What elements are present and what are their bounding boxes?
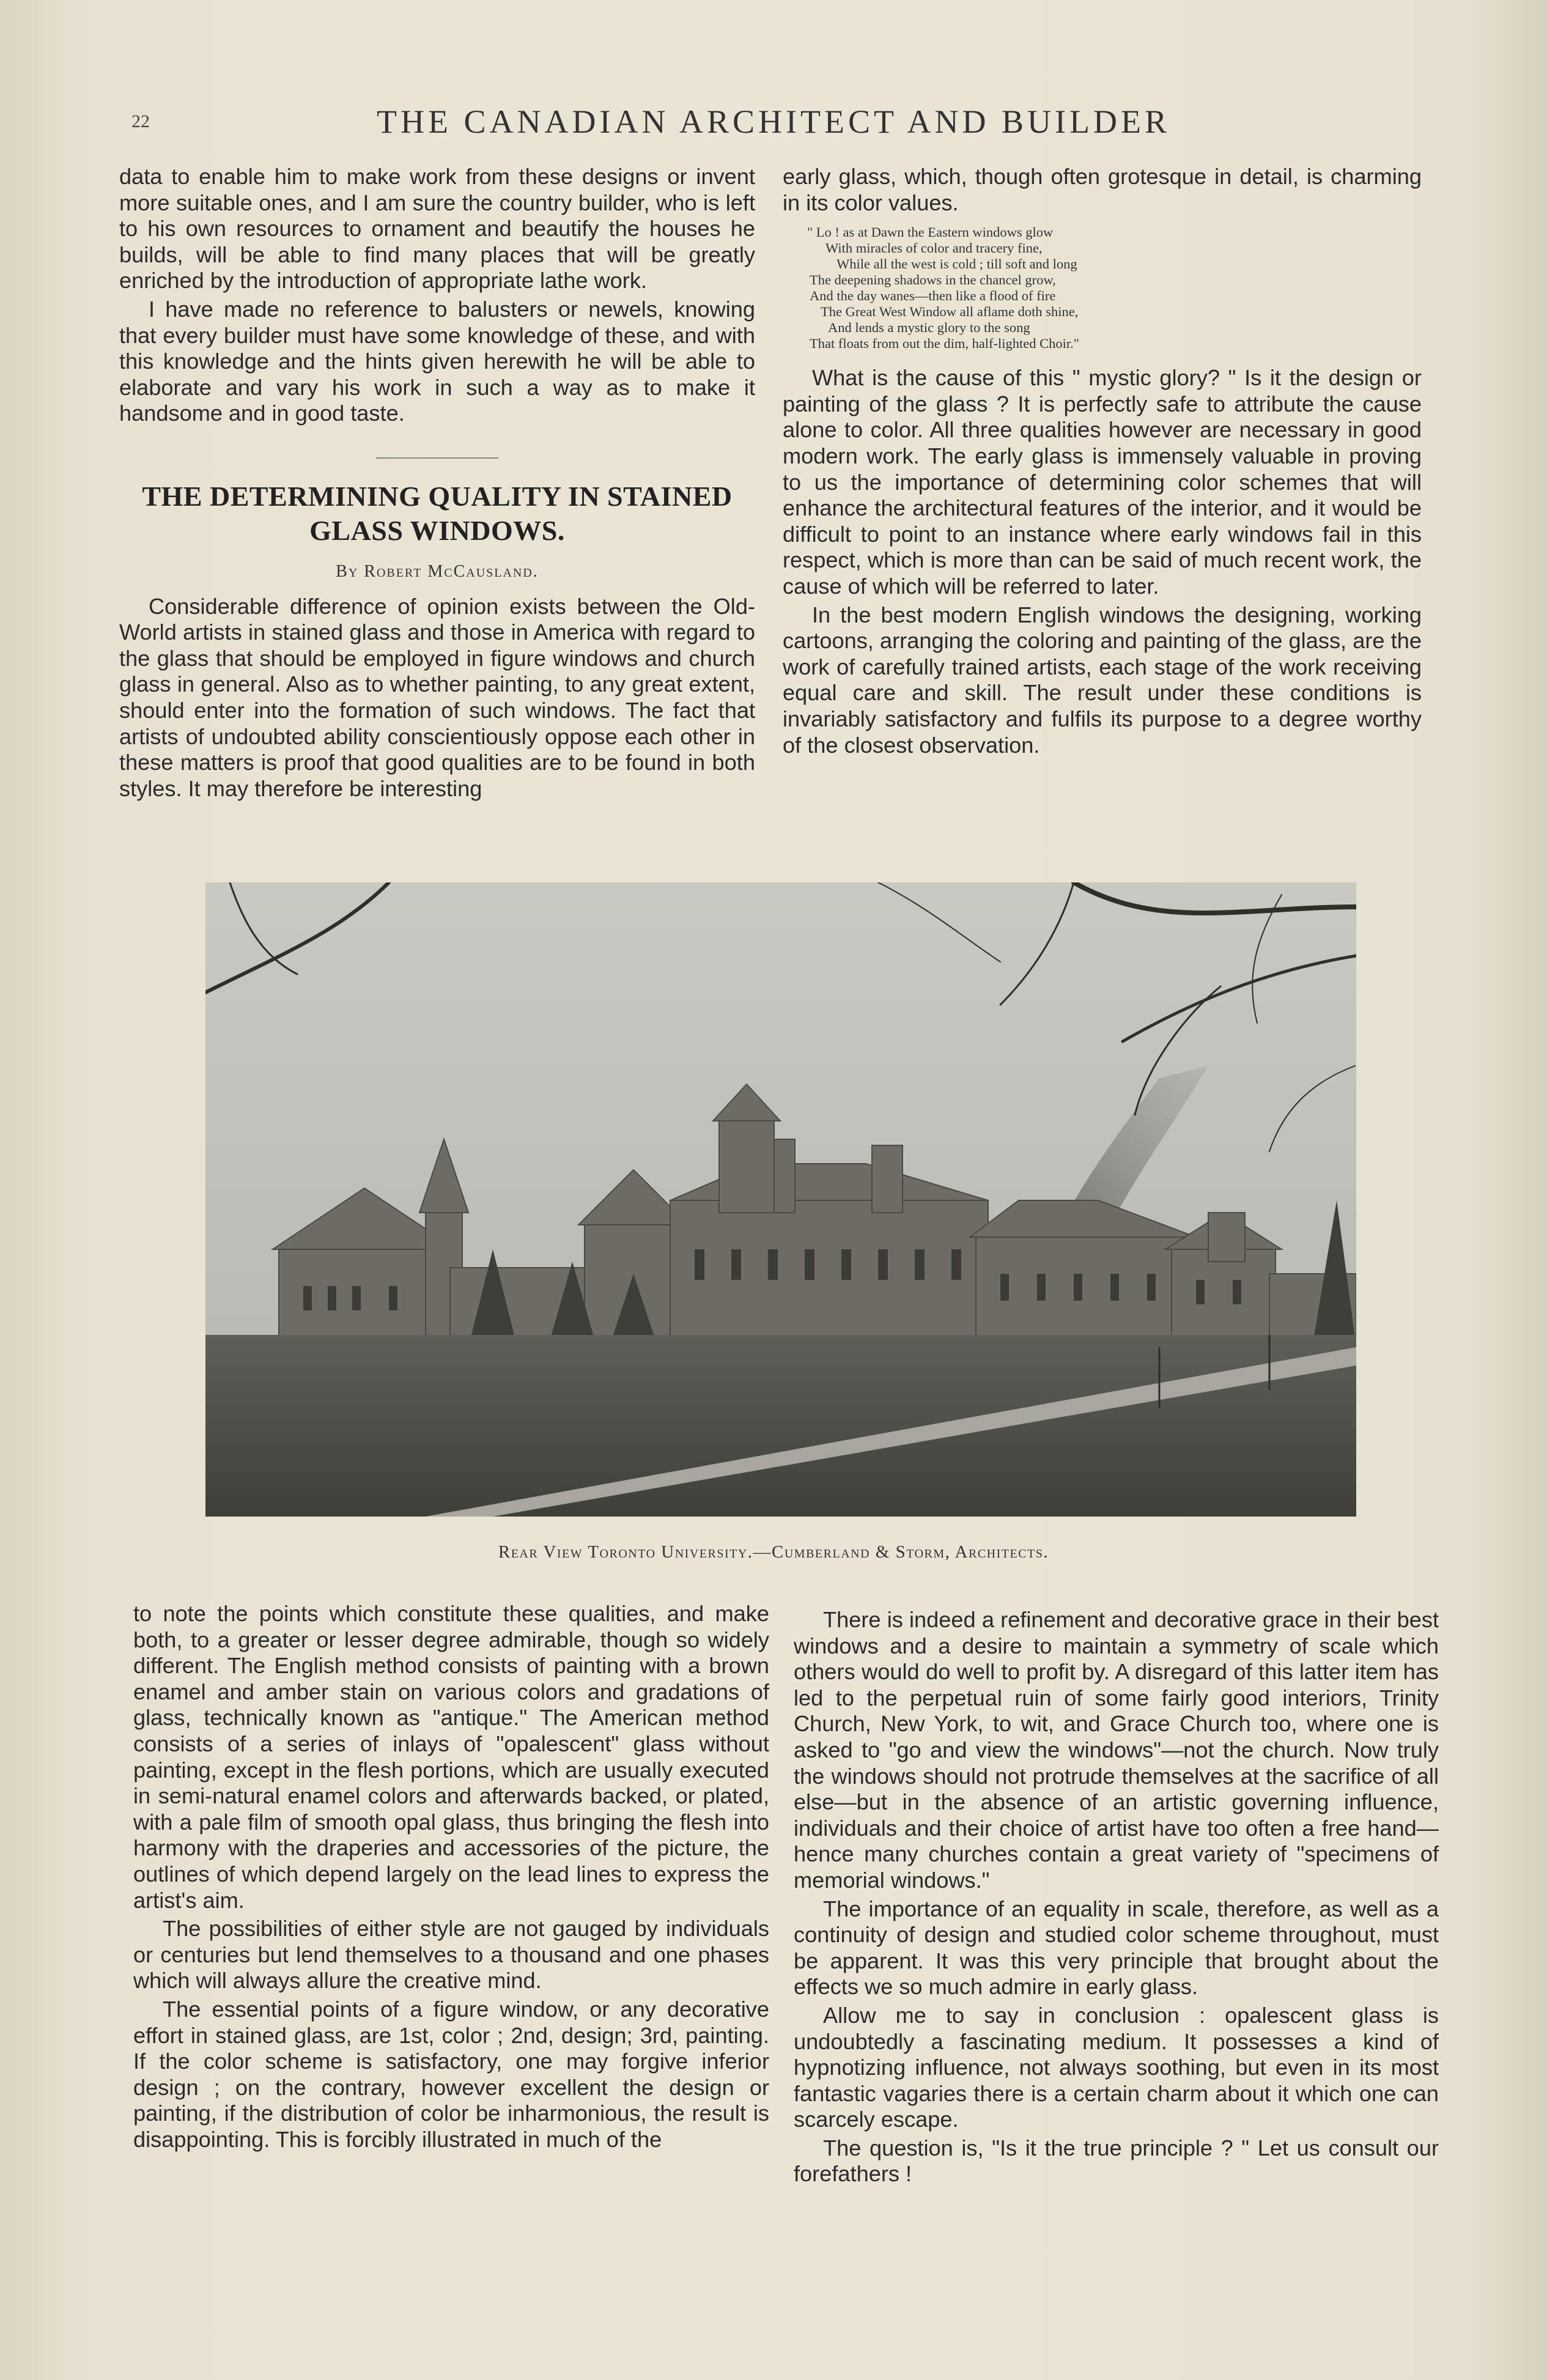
article-title-line-1: THE DETERMINING QUALITY IN STAINED	[142, 480, 733, 512]
paragraph: to note the points which constitute these qualities, and make both, to a greater or lesser degree admirable, though so widely different. The English method consists of painting with a brown enamel and amber stain on various colors and gradations of glass, technically known as "antique." The American method consists of a series of inlays of "opalescent" glass without painting, except in the flesh portions, which are usually executed in semi-natural enamel colors and afterwards backed, or plated, with a pale film of smooth opal glass, thus bringing the flesh into harmony with the draperies and accessories of the picture, the outlines of which depend largely on the lead lines to express the artist's aim.	[133, 1601, 769, 1913]
paragraph: In the best modern English windows the designing, working cartoons, arranging the coloring and painting of the glass, are the work of carefully trained artists, each stage of the work receiving equal care and skill. The result under these conditions is invariably satisfactory and fulfils its purpose to a degree worthy of the closest observation.	[783, 602, 1422, 758]
paragraph: Allow me to say in conclusion : opalescent glass is undoubtedly a fascinating medium. It possesses a kind of hypnotizing influence, not always soothing, but even in its most fantastic vagaries there is a certain charm about it which one can scarcely escape.	[794, 2002, 1439, 2132]
left-column-top	[119, 164, 755, 802]
poem-line: With miracles of color and tracery fine,	[825, 240, 1043, 256]
article-byline: By Robert McCausland.	[336, 561, 539, 581]
university-photograph	[205, 882, 1356, 1517]
paragraph: The essential points of a figure window, or any decorative effort in stained glass, are 1st, color ; 2nd, design; 3rd, painting. If the color scheme is satisfactory, one may forgive inferior design ; on the contrary, however excellent the design or painting, if the distribution of color be inharmonious, the result is disappointing. This is forcibly illustrated in much of the	[133, 1996, 769, 2152]
left-column-bottom	[133, 1601, 769, 2153]
poem-line: " Lo ! as at Dawn the Eastern windows glow	[807, 224, 1054, 240]
article-title-line-2: GLASS WINDOWS.	[309, 514, 565, 546]
poem-quotation	[783, 224, 1422, 352]
right-column-top	[783, 164, 1422, 758]
paragraph: The possibilities of either style are not gauged by individuals or centuries but lend themselves to a thousand and one phases which will always allure the creative mind.	[133, 1916, 769, 1994]
poem-line: And lends a mystic glory to the song	[828, 320, 1030, 336]
paragraph: data to enable him to make work from these designs or invent more suitable ones, and I am sure the country builder, who is left to his own resources to ornament and beautify the houses he builds, will be able to find many places that will be greatly enriched by the introduction of appropriate lathe work.	[119, 164, 755, 294]
right-column-bottom	[794, 1607, 1439, 2187]
paragraph: What is the cause of this " mystic glory? " Is it the design or painting of the glass ? It is perfectly safe to attribute the cause alone to color. All three qualities however are necessary in good modern work. The early glass is immensely valuable in proving to us the importance of determining color schemes that will enhance the architectural features of the interior, and it would be difficult to point to an instance where early windows fail in this respect, which is more than can be said of much recent work, the cause of which will be referred to later.	[783, 365, 1422, 599]
section-divider	[376, 457, 498, 459]
paragraph: early glass, which, though often grotesque in detail, is charming in its color values.	[783, 164, 1422, 215]
poem-line: While all the west is cold ; till soft and long	[836, 256, 1077, 272]
paragraph: The question is, "Is it the true principle ? " Let us consult our forefathers !	[794, 2135, 1439, 2187]
photo-illustration	[205, 882, 1356, 1517]
poem-line: And the day wanes—then like a flood of fire	[810, 288, 1056, 304]
poem-line: That floats from out the dim, half-lighted Choir."	[810, 336, 1079, 352]
paragraph: The importance of an equality in scale, therefore, as well as a continuity of design and studied color scheme throughout, must be apparent. It was this very principle that brought about the effects we so much admire in early glass.	[794, 1896, 1439, 2000]
paragraph: I have made no reference to balusters or newels, knowing that every builder must have some knowledge of these, and with this knowledge and the hints given herewith he will be able to elaborate and vary his work in such a way as to make it handsome and in good taste.	[119, 296, 755, 426]
page-number: 22	[131, 111, 150, 131]
article-intro: Considerable difference of opinion exists between the Old-World artists in stained glass and those in America with regard to the glass that should be employed in figure windows and church glass in general. Also as to whether painting, to any great extent, should enter into the formation of such windows. The fact that artists of undoubted ability conscientiously oppose each other in these matters is proof that good qualities are to be found in both styles. It may therefore be interesting	[119, 593, 755, 801]
poem-line: The Great West Window all aflame doth shine,	[821, 304, 1079, 320]
poem-line: The deepening shadows in the chancel grow,	[810, 272, 1056, 288]
running-title: THE CANADIAN ARCHITECT AND BUILDER	[377, 103, 1170, 140]
paragraph: There is indeed a refinement and decorative grace in their best windows and a desire to maintain a symmetry of scale which others would do well to profit by. A disregard of this latter item has led to the perpetual ruin of some fairly good interiors, Trinity Church, New York, to wit, and Grace Church too, where one is asked to "go and view the windows"—not the church. Now truly the windows should not protrude themselves at the sacrifice of all else—but in the absence of an artistic governing influence, individuals and their choice of artist have too often a free hand—hence many churches contain a great variety of "specimens of memorial windows."	[794, 1607, 1439, 1893]
photo-caption: Rear View Toronto University.—Cumberland & Storm, Architects.	[498, 1542, 1049, 1562]
article-title	[119, 479, 755, 548]
